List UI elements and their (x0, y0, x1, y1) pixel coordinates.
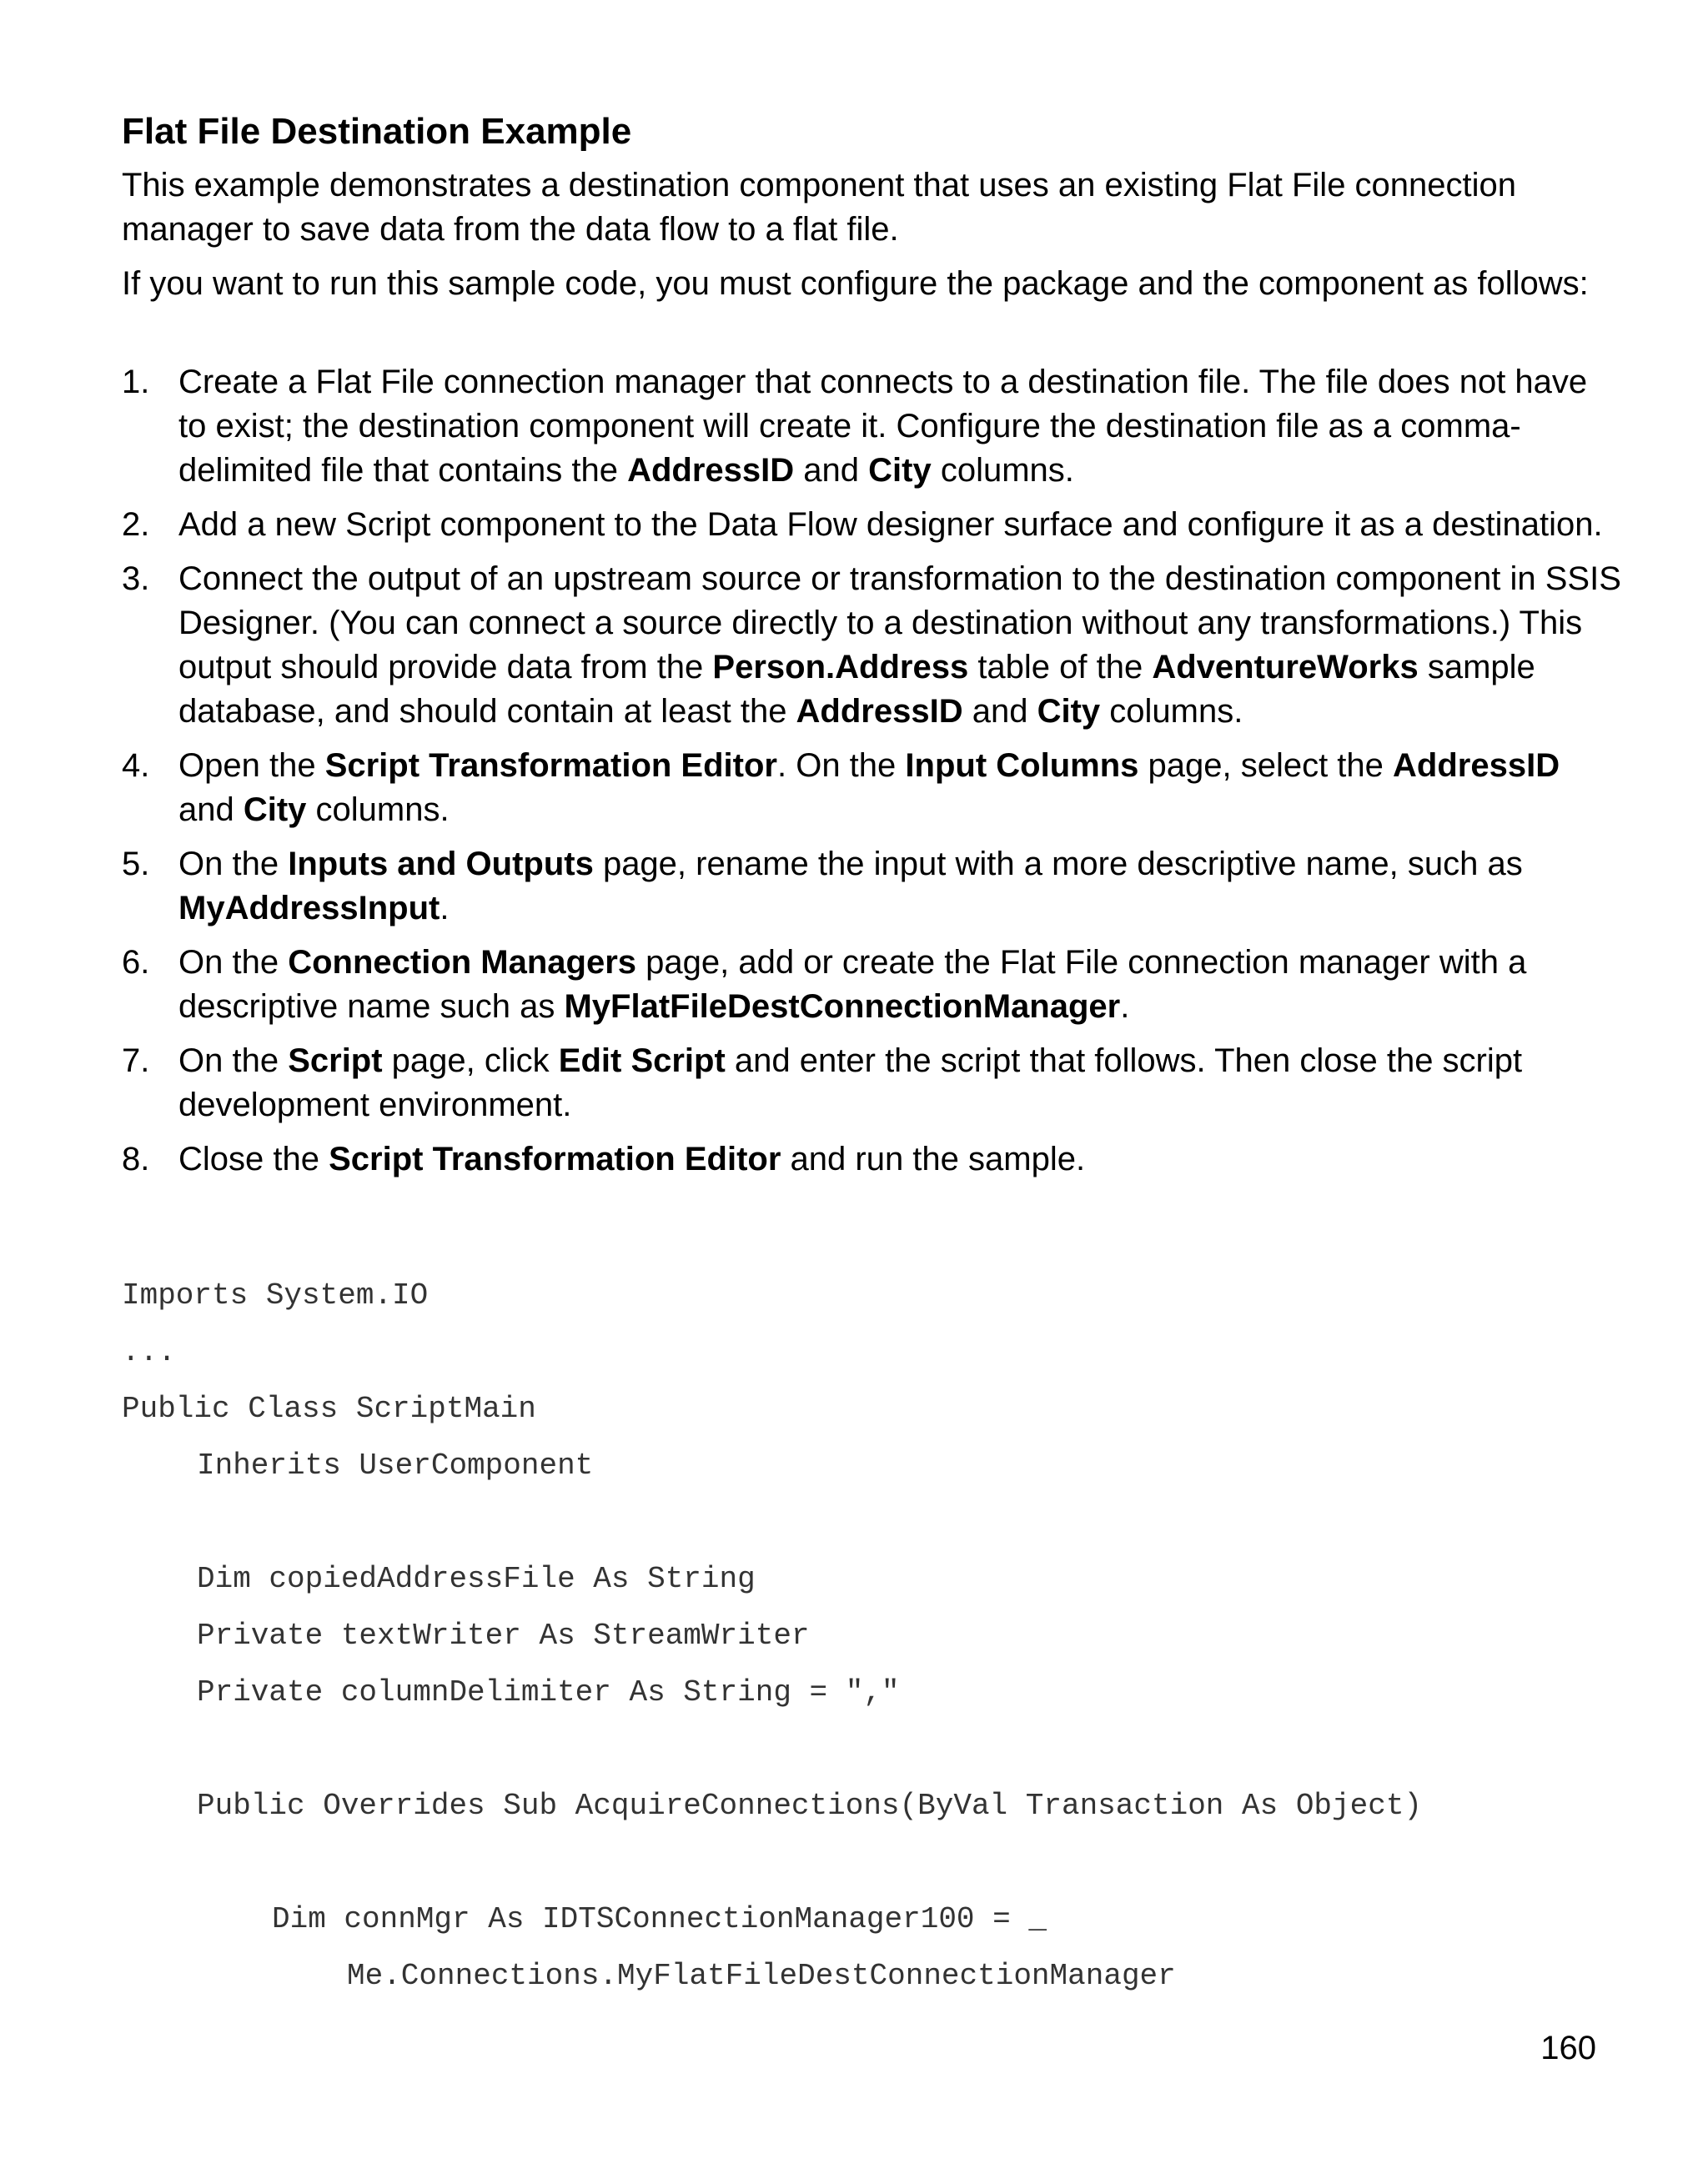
step-text-run: and (962, 693, 1037, 730)
step-text-run: table of the (968, 649, 1153, 685)
step-bold-term: Inputs and Outputs (288, 846, 594, 882)
step-bold-term: Script (288, 1042, 383, 1079)
step-text-run: page, click (382, 1042, 559, 1079)
step-text-run: page, rename the input with a more descriptive name, such as (593, 846, 1523, 882)
page-number: 160 (1540, 2030, 1596, 2066)
code-line: ... (122, 1335, 176, 1369)
step-item (122, 360, 1623, 493)
step-text-run: . (1120, 988, 1130, 1025)
step-text-run: and run the sample. (781, 1141, 1086, 1177)
section-heading: Flat File Destination Example (122, 111, 632, 152)
step-bold-term: City (1037, 693, 1101, 730)
step-bold-term: AddressID (1393, 747, 1560, 784)
step-text-run: columns. (306, 791, 450, 828)
step-bold-term: City (868, 452, 932, 489)
step-text-run: Close the (178, 1141, 329, 1177)
step-text-run: and (178, 791, 244, 828)
step-text-run: . On the (776, 747, 906, 784)
step-item (122, 842, 1623, 931)
step-item (122, 557, 1623, 734)
step-bold-term: Script Transformation Editor (324, 747, 777, 784)
step-text (178, 846, 1523, 926)
step-text-run: Add a new Script component to the Data Flow designer surface and configure it as a destination. (178, 506, 1603, 543)
step-text (178, 1042, 1522, 1123)
code-line: Imports System.IO (122, 1278, 429, 1313)
step-bold-term: MyFlatFileDestConnectionManager (564, 988, 1121, 1025)
step-item (122, 1137, 1623, 1182)
step-bold-term: AdventureWorks (1152, 649, 1419, 685)
step-item (122, 941, 1623, 1029)
step-text-run: On the (178, 944, 289, 981)
step-text (178, 560, 1621, 730)
code-line: Dim connMgr As IDTSConnectionManager100 = _ (272, 1902, 1047, 1936)
step-text (178, 506, 1603, 543)
step-bold-term: AddressID (627, 452, 795, 489)
step-text-run: Open the (178, 747, 325, 784)
code-line: Public Overrides Sub AcquireConnections(ByVal Transaction As Object) (197, 1789, 1423, 1823)
step-number: 7. (122, 1042, 150, 1079)
step-number: 8. (122, 1141, 150, 1177)
step-bold-term: Input Columns (905, 747, 1139, 784)
step-item (122, 744, 1623, 832)
intro-paragraph-2: If you want to run this sample code, you must configure the package and the component as follows: (122, 265, 1589, 302)
step-text (178, 747, 1560, 828)
steps-list (122, 360, 1623, 1192)
step-text-run: Create a Flat File connection manager that connects to a destination file. The file does not have to exist; the destination component will create it. Configure the destination file as a comma-delimited file that contains the (178, 364, 1588, 489)
step-text-run: and (794, 452, 869, 489)
step-number: 2. (122, 506, 150, 543)
step-text-run: On the (178, 1042, 289, 1079)
step-item (122, 1039, 1623, 1127)
code-line: Me.Connections.MyFlatFileDestConnectionManager (347, 1959, 1176, 1993)
step-text (178, 364, 1587, 489)
step-text (178, 944, 1526, 1025)
step-bold-term: Script Transformation Editor (329, 1141, 781, 1177)
step-item (122, 503, 1623, 547)
step-text-run: On the (178, 846, 289, 882)
code-line: Private columnDelimiter As String = "," (197, 1675, 900, 1710)
step-number: 1. (122, 364, 150, 400)
step-bold-term: AddressID (796, 693, 963, 730)
step-text-run: and enter the script that follows. Then close the script development environment. (178, 1042, 1523, 1123)
step-bold-term: Person.Address (712, 649, 969, 685)
step-text-run: page, select the (1138, 747, 1394, 784)
step-number: 5. (122, 846, 150, 882)
step-number: 4. (122, 747, 150, 784)
step-bold-term: MyAddressInput (178, 890, 440, 926)
code-line: Private textWriter As StreamWriter (197, 1619, 810, 1653)
step-text-run: Connect the output of an upstream source or transformation to the destination component in SSIS Designer. (You can connect a source directly to a destination without any transformations.) This output should provide data from the (178, 560, 1621, 685)
step-text-run: columns. (931, 452, 1074, 489)
step-text-run: sample database, and should contain at least the (178, 649, 1535, 730)
intro-paragraph-1: This example demonstrates a destination component that uses an existing Flat File connection manager to save data from the data flow to a flat file. (122, 167, 1517, 248)
step-bold-term: Edit Script (558, 1042, 726, 1079)
step-bold-term: Connection Managers (288, 944, 637, 981)
step-bold-term: City (243, 791, 307, 828)
code-line: Inherits UserComponent (197, 1448, 594, 1483)
step-text-run: page, add or create the Flat File connection manager with a descriptive name such as (178, 944, 1527, 1025)
step-number: 6. (122, 944, 150, 981)
step-text-run: columns. (1100, 693, 1243, 730)
code-line: Public Class ScriptMain (122, 1392, 536, 1426)
step-text-run: . (440, 890, 450, 926)
code-line: Dim copiedAddressFile As String (197, 1562, 756, 1596)
step-text (178, 1141, 1085, 1177)
step-number: 3. (122, 560, 150, 597)
